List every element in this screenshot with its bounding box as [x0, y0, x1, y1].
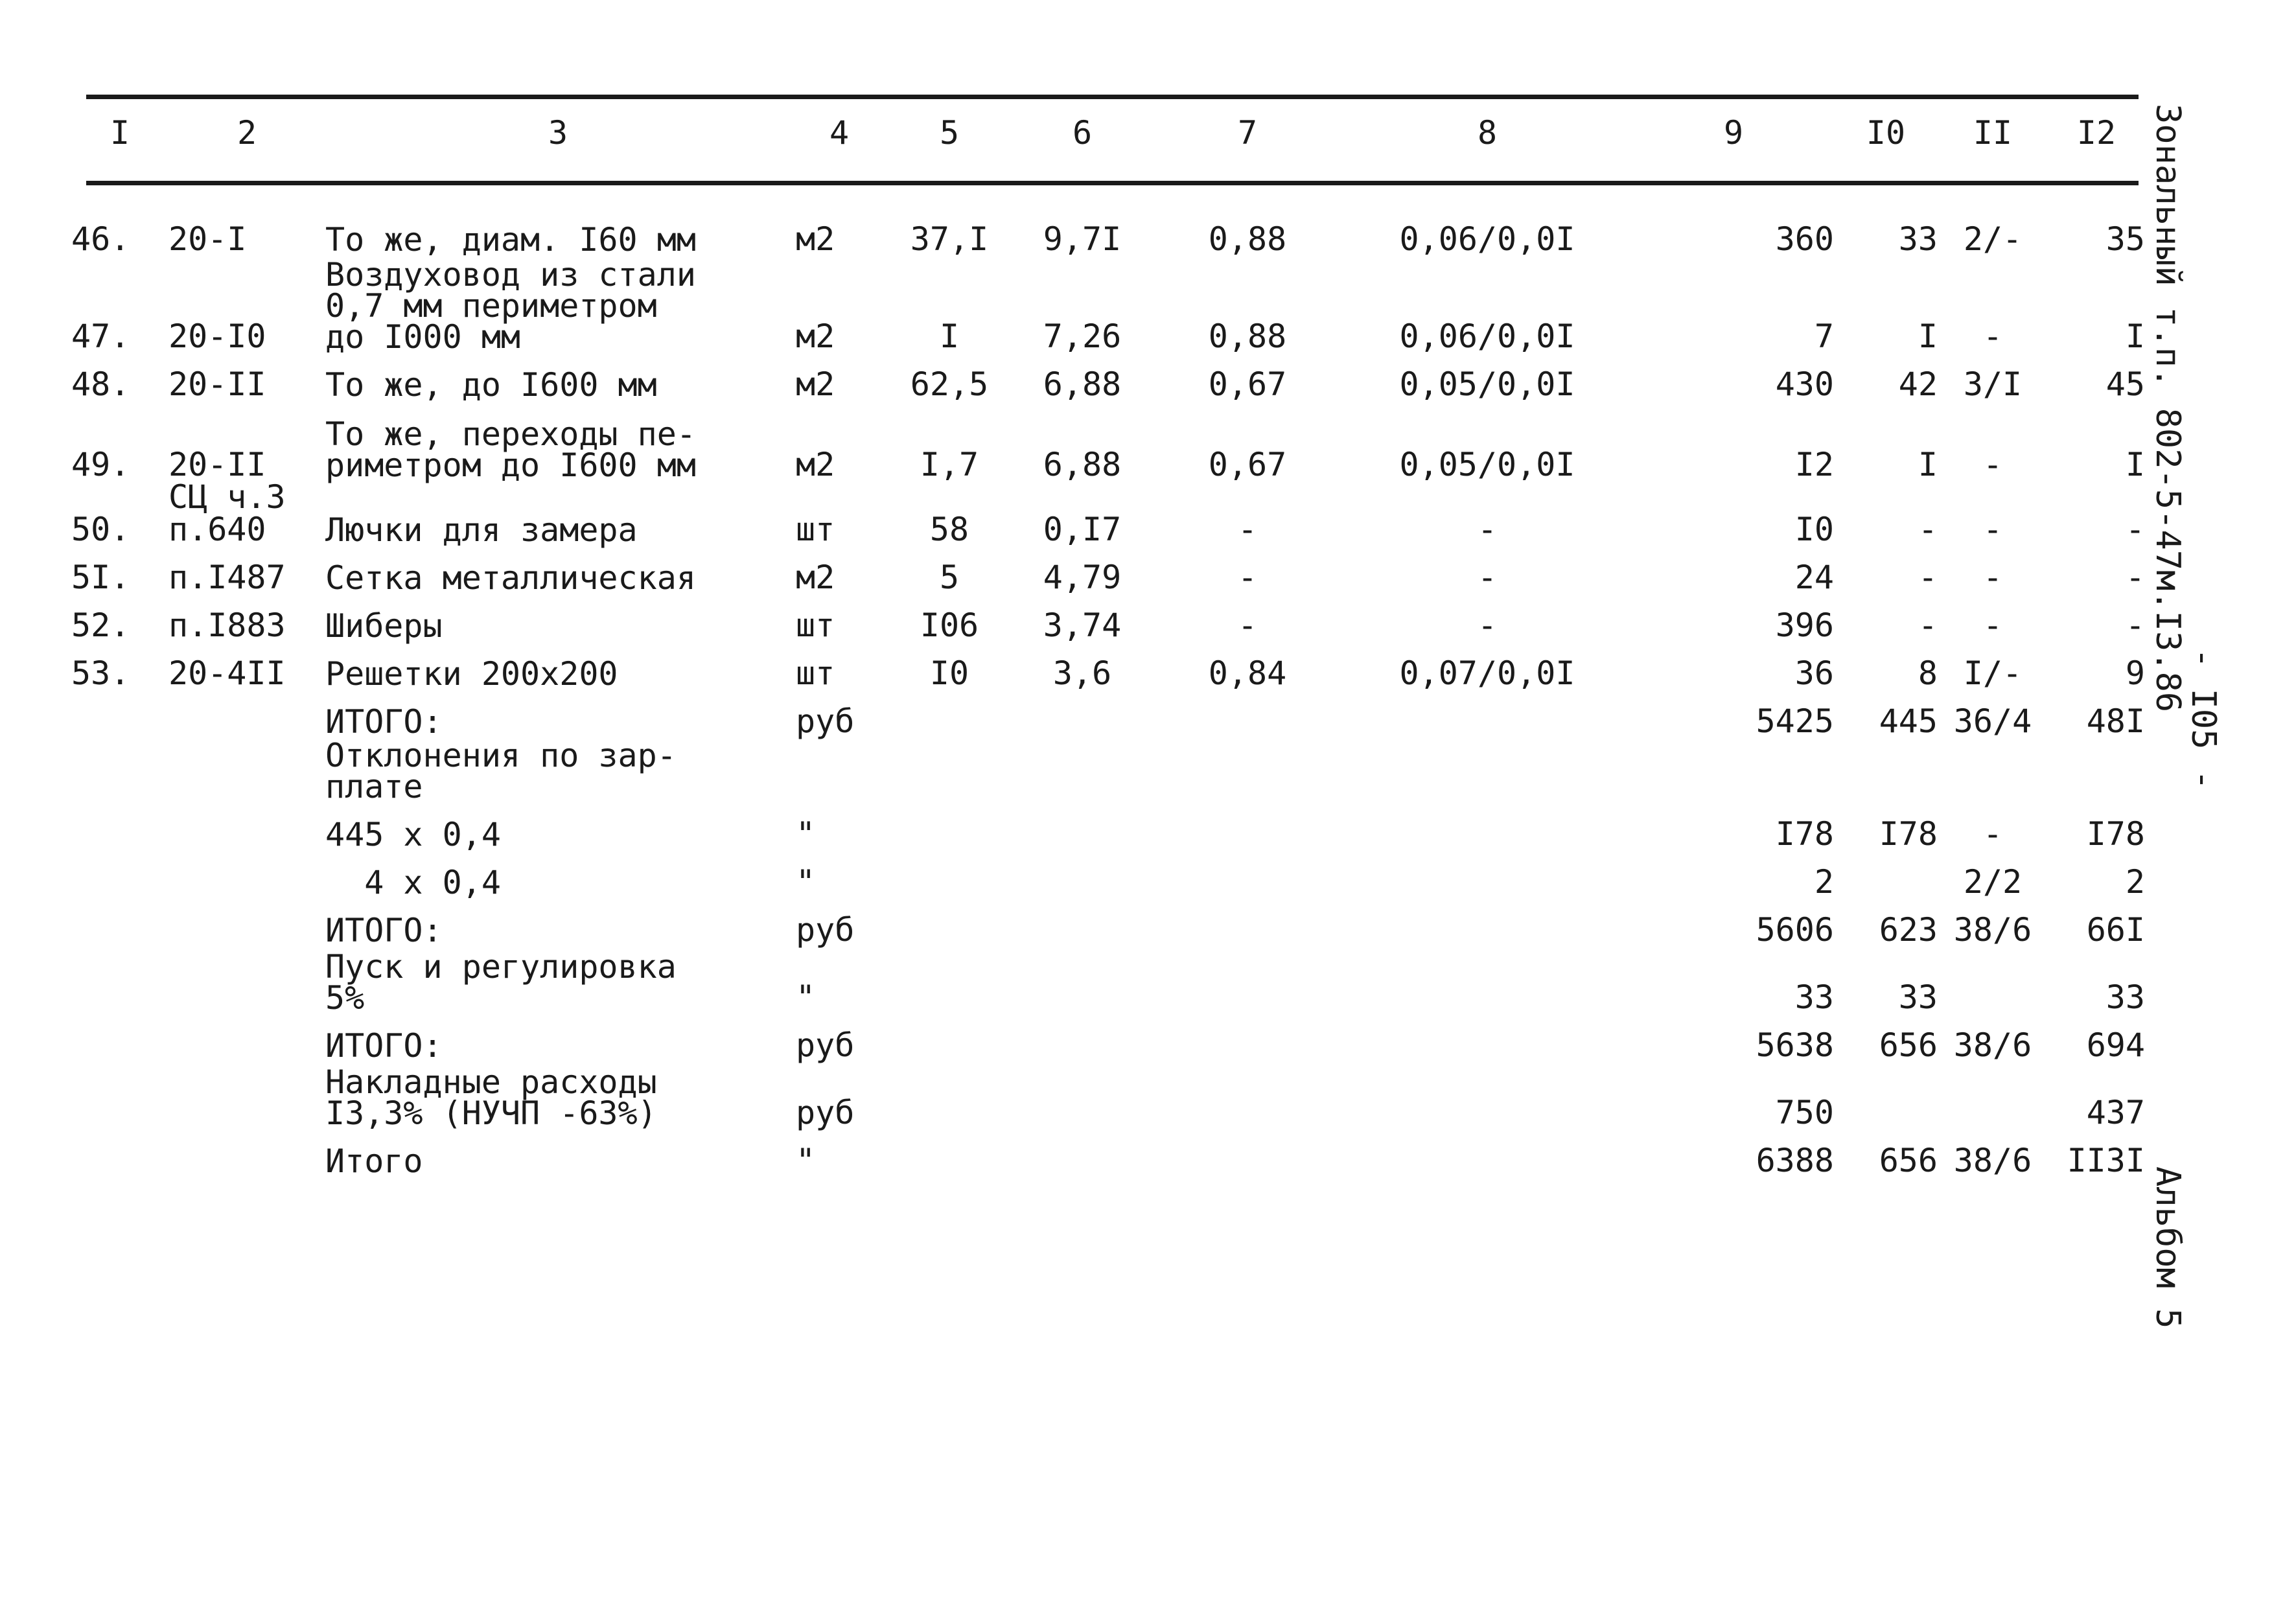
- total-wage: [1834, 737, 1938, 802]
- labor-total: II3I: [2067, 1142, 2145, 1179]
- wage-cost: 0,84: [1208, 654, 1287, 692]
- total-machine: I/-: [1963, 654, 2023, 692]
- unit-of-measure: ": [796, 1142, 816, 1179]
- col-header: 4: [829, 114, 850, 152]
- total-machine: 38/6: [1953, 1026, 2032, 1064]
- rate-code-line: п.I487: [168, 559, 286, 596]
- unit-of-measure: шт: [796, 607, 835, 644]
- total-cost: I78: [1775, 815, 1834, 853]
- table-row: [71, 898, 2145, 946]
- table-row: [71, 400, 2145, 481]
- description-line: ИТОГО:: [325, 1027, 443, 1065]
- unit-cost: [1011, 898, 1154, 946]
- machine-cost: [1341, 689, 1633, 737]
- description-line: Решетки 200х200: [325, 655, 618, 693]
- rate-code: [168, 689, 325, 737]
- row-number: [71, 1013, 168, 1061]
- labor-total: 48I: [2086, 702, 2145, 740]
- rate-code: [168, 1129, 325, 1177]
- description-line: ИТОГО:: [325, 703, 443, 741]
- rate-code-line: СЦ ч.3: [168, 478, 286, 516]
- rate-code-line: 20-II: [168, 365, 266, 403]
- estimate-table: [71, 106, 2145, 1180]
- rate-code: [168, 737, 325, 802]
- wage-cost: -: [1237, 511, 1258, 548]
- table-row: [71, 353, 2145, 400]
- rate-code: [168, 1061, 325, 1129]
- total-cost: 36: [1794, 654, 1834, 692]
- labor-total: 35: [2105, 220, 2145, 258]
- labor-total: I: [2125, 318, 2145, 355]
- machine-cost: [1341, 850, 1633, 898]
- table-row: [71, 481, 2145, 546]
- rate-code-line: 20-4II: [168, 654, 286, 692]
- unit-cost: 6,88: [1043, 365, 1122, 403]
- unit-cost: 4,79: [1043, 559, 1122, 596]
- description-line: Накладные расходы: [325, 1063, 657, 1101]
- quantity: 5: [939, 559, 960, 596]
- col-header: I: [110, 114, 130, 152]
- total-cost: 360: [1775, 220, 1834, 258]
- row-number: 52.: [71, 607, 130, 644]
- quantity: 62,5: [910, 365, 989, 403]
- wage-cost: 0,88: [1208, 318, 1287, 355]
- work-description: [325, 255, 791, 356]
- unit-cost: [1011, 689, 1154, 737]
- unit-cost: 3,74: [1043, 607, 1122, 644]
- table-top-rule: [86, 95, 2139, 99]
- row-number: 46.: [71, 220, 130, 258]
- work-description: [325, 689, 791, 741]
- work-description: [325, 642, 791, 693]
- total-machine: -: [1982, 607, 2003, 644]
- column-header-row: [71, 106, 2145, 159]
- table-row: [71, 594, 2145, 642]
- total-machine: [1938, 1061, 2048, 1129]
- labor-total: I78: [2086, 815, 2145, 853]
- labor-total: 694: [2086, 1026, 2145, 1064]
- description-line: плате: [325, 768, 423, 805]
- machine-cost: 0,05/0,0I: [1399, 365, 1575, 403]
- machine-cost: [1341, 1129, 1633, 1177]
- description-line: То же, диам. I60 мм: [325, 221, 696, 259]
- total-wage: 8: [1918, 654, 1938, 692]
- rate-code: [168, 1013, 325, 1061]
- total-cost: 750: [1775, 1094, 1834, 1131]
- wage-cost: -: [1237, 607, 1258, 644]
- total-wage: 33: [1898, 220, 1938, 258]
- total-machine: [1938, 737, 2048, 802]
- wage-cost: [1154, 802, 1341, 850]
- description-line: Сетка металлическая: [325, 559, 696, 597]
- unit-of-measure: руб: [796, 1026, 855, 1064]
- total-cost: 24: [1794, 559, 1834, 596]
- col-header: 5: [939, 114, 960, 152]
- header-spacer: [71, 159, 2145, 207]
- rate-code-line: п.I883: [168, 607, 286, 644]
- work-description: [325, 1129, 791, 1180]
- total-wage: [1834, 850, 1938, 898]
- quantity: [888, 689, 1011, 737]
- total-wage: 42: [1898, 365, 1938, 403]
- total-machine: 38/6: [1953, 911, 2032, 949]
- rate-code: [168, 642, 325, 692]
- labor-total: 2: [2125, 863, 2145, 901]
- work-description: [325, 481, 791, 549]
- total-cost: 5638: [1756, 1026, 1834, 1064]
- total-machine: 38/6: [1953, 1142, 2032, 1179]
- total-wage: [1834, 1061, 1938, 1129]
- wage-cost: [1154, 1013, 1341, 1061]
- row-number: 5I.: [71, 559, 130, 596]
- total-cost: I2: [1794, 446, 1834, 483]
- total-wage: 33: [1898, 978, 1938, 1016]
- machine-cost: [1341, 1013, 1633, 1061]
- description-line: То же, переходы пе-: [325, 415, 696, 453]
- unit-of-measure: руб: [796, 702, 855, 740]
- labor-total: -: [2125, 559, 2145, 596]
- work-description: [325, 898, 791, 949]
- quantity: [888, 898, 1011, 946]
- table-row: [71, 642, 2145, 689]
- quantity: [888, 1129, 1011, 1177]
- rate-code: [168, 898, 325, 946]
- row-number: [71, 1129, 168, 1177]
- labor-total: -: [2125, 607, 2145, 644]
- total-machine: -: [1982, 511, 2003, 548]
- rate-code: [168, 802, 325, 850]
- quantity: I: [939, 318, 960, 355]
- row-number: [71, 737, 168, 802]
- unit-of-measure: м2: [796, 559, 835, 596]
- unit-of-measure: м2: [796, 220, 835, 258]
- quantity: [888, 850, 1011, 898]
- unit-cost: [1011, 1061, 1154, 1129]
- unit-of-measure: руб: [796, 911, 855, 949]
- rate-code: [168, 850, 325, 898]
- description-line: Шиберы: [325, 607, 443, 645]
- description-line: риметром до I600 мм: [325, 446, 696, 484]
- total-wage: -: [1918, 559, 1938, 596]
- rate-code-line: 20-II: [168, 446, 266, 483]
- col-header: 8: [1477, 114, 1498, 152]
- description-line: Пуск и регулировка: [325, 948, 677, 986]
- total-machine: 2/-: [1963, 220, 2023, 258]
- quantity: [888, 946, 1011, 1013]
- machine-cost: 0,06/0,0I: [1399, 318, 1575, 355]
- unit-cost: 9,7I: [1043, 220, 1122, 258]
- work-description: [325, 802, 791, 853]
- table-row: [71, 946, 2145, 1013]
- unit-cost: [1011, 1129, 1154, 1177]
- description-line: I3,3% (НУЧП -63%): [325, 1094, 657, 1132]
- description-line: 445 х 0,4: [325, 816, 501, 853]
- wage-cost: 0,88: [1208, 220, 1287, 258]
- unit-of-measure: м2: [796, 446, 835, 483]
- machine-cost: 0,06/0,0I: [1399, 220, 1575, 258]
- wage-cost: -: [1237, 559, 1258, 596]
- description-line: ИТОГО:: [325, 912, 443, 949]
- row-number: [71, 850, 168, 898]
- rate-code-line: п.640: [168, 511, 266, 548]
- labor-total: I: [2125, 446, 2145, 483]
- quantity: [888, 1013, 1011, 1061]
- rate-code: [168, 400, 325, 481]
- machine-cost: [1341, 898, 1633, 946]
- work-description: [325, 1061, 791, 1132]
- total-machine: 2/2: [1963, 863, 2023, 901]
- table-row: [71, 1129, 2145, 1177]
- work-description: [325, 353, 791, 404]
- unit-cost: 3,6: [1052, 654, 1112, 692]
- labor-total: 45: [2105, 365, 2145, 403]
- total-wage: -: [1918, 511, 1938, 548]
- quantity: 58: [929, 511, 969, 548]
- wage-cost: [1154, 898, 1341, 946]
- rate-code: [168, 594, 325, 642]
- labor-total: 9: [2125, 654, 2145, 692]
- rate-code: [168, 946, 325, 1013]
- rate-code: [168, 546, 325, 594]
- total-cost: 5606: [1756, 911, 1834, 949]
- total-wage: I78: [1879, 815, 1938, 853]
- work-description: [325, 400, 791, 484]
- total-wage: 445: [1879, 702, 1938, 740]
- row-number: 50.: [71, 511, 130, 548]
- description-line: То же, до I600 мм: [325, 366, 657, 404]
- total-cost: 33: [1794, 978, 1834, 1016]
- machine-cost: [1341, 1061, 1633, 1129]
- quantity: I,7: [920, 446, 979, 483]
- machine-cost: 0,07/0,0I: [1399, 654, 1575, 692]
- total-machine: 36/4: [1953, 702, 2032, 740]
- total-cost: 396: [1775, 607, 1834, 644]
- description-line: 5%: [325, 979, 365, 1017]
- description-line: Лючки для замера: [325, 511, 638, 549]
- table-row: [71, 689, 2145, 737]
- col-header: 3: [548, 114, 568, 152]
- total-machine: -: [1982, 446, 2003, 483]
- quantity: [888, 737, 1011, 802]
- work-description: [325, 1013, 791, 1065]
- work-description: [325, 207, 791, 259]
- unit-of-measure: шт: [796, 654, 835, 692]
- table-row: [71, 207, 2145, 255]
- machine-cost: 0,05/0,0I: [1399, 446, 1575, 483]
- quantity: [888, 1061, 1011, 1129]
- page-number: - I05 -: [2184, 648, 2223, 791]
- unit-cost: 0,I7: [1043, 511, 1122, 548]
- work-description: [325, 546, 791, 597]
- total-machine: [1938, 946, 2048, 1013]
- unit-of-measure: м2: [796, 365, 835, 403]
- unit-cost: [1011, 946, 1154, 1013]
- series-label: Зональный т.п. 802-5-47м.I3.86: [2148, 104, 2187, 713]
- work-description: [325, 850, 791, 901]
- table-row: [71, 1013, 2145, 1061]
- total-machine: -: [1982, 559, 2003, 596]
- col-header: 2: [237, 114, 257, 152]
- machine-cost: [1341, 802, 1633, 850]
- wage-cost: [1154, 1061, 1341, 1129]
- quantity: I0: [929, 654, 969, 692]
- unit-cost: [1011, 737, 1154, 802]
- rate-code: [168, 207, 325, 258]
- album-label: Альбом 5: [2148, 1166, 2187, 1329]
- table-row: [71, 546, 2145, 594]
- labor-total: 437: [2086, 1094, 2145, 1131]
- unit-of-measure: руб: [796, 1094, 855, 1131]
- work-description: [325, 594, 791, 645]
- table-row: [71, 802, 2145, 850]
- row-number: 48.: [71, 365, 130, 403]
- row-number: [71, 802, 168, 850]
- row-number: [71, 946, 168, 1013]
- wage-cost: [1154, 737, 1341, 802]
- work-description: [325, 946, 791, 1017]
- col-header: 9: [1723, 114, 1744, 152]
- rate-code: [168, 255, 325, 353]
- total-machine: -: [1982, 815, 2003, 853]
- total-wage: I: [1918, 446, 1938, 483]
- rate-code-line: 20-I0: [168, 318, 266, 355]
- labor-total: 33: [2105, 978, 2145, 1016]
- total-cost: 430: [1775, 365, 1834, 403]
- quantity: [888, 802, 1011, 850]
- work-description: [325, 737, 791, 805]
- unit-of-measure: [791, 737, 888, 802]
- quantity: 37,I: [910, 220, 989, 258]
- total-cost: 7: [1814, 318, 1834, 355]
- unit-cost: [1011, 802, 1154, 850]
- row-number: 53.: [71, 654, 130, 692]
- machine-cost: -: [1477, 607, 1498, 644]
- description-line: 0,7 мм периметром: [325, 287, 657, 325]
- table-row: [71, 737, 2145, 802]
- row-number: 49.: [71, 446, 130, 483]
- rate-code: [168, 478, 325, 548]
- unit-cost: 6,88: [1043, 446, 1122, 483]
- wage-cost: [1154, 946, 1341, 1013]
- table-row: [71, 1061, 2145, 1129]
- total-wage: 623: [1879, 911, 1938, 949]
- row-number: [71, 898, 168, 946]
- total-cost: [1633, 737, 1834, 802]
- unit-of-measure: ": [796, 978, 816, 1016]
- wage-cost: 0,67: [1208, 446, 1287, 483]
- row-number: 47.: [71, 318, 130, 355]
- description-line: Воздуховод из стали: [325, 256, 696, 294]
- total-cost: 2: [1814, 863, 1834, 901]
- unit-cost: [1011, 1013, 1154, 1061]
- description-line: до I000 мм: [325, 318, 521, 356]
- labor-total: -: [2125, 511, 2145, 548]
- unit-of-measure: шт: [796, 511, 835, 548]
- wage-cost: [1154, 1129, 1341, 1177]
- unit-of-measure: м2: [796, 318, 835, 355]
- col-header: 6: [1072, 114, 1093, 152]
- machine-cost: -: [1477, 511, 1498, 548]
- col-header: II: [1973, 114, 2013, 152]
- col-header: I0: [1866, 114, 1906, 152]
- rate-code: [168, 353, 325, 403]
- row-number: [71, 689, 168, 737]
- total-wage: I: [1918, 318, 1938, 355]
- col-header: I2: [2076, 114, 2116, 152]
- total-wage: -: [1918, 607, 1938, 644]
- total-wage: 656: [1879, 1026, 1938, 1064]
- unit-of-measure: ": [796, 815, 816, 853]
- description-line: Итого: [325, 1142, 423, 1180]
- unit-cost: 7,26: [1043, 318, 1122, 355]
- labor-total: 66I: [2086, 911, 2145, 949]
- machine-cost: [1341, 946, 1633, 1013]
- table-body: [71, 159, 2145, 1180]
- machine-cost: [1341, 737, 1633, 802]
- row-number: [71, 1061, 168, 1129]
- description-line: 4 х 0,4: [325, 864, 501, 901]
- total-cost: I0: [1794, 511, 1834, 548]
- wage-cost: 0,67: [1208, 365, 1287, 403]
- unit-cost: [1011, 850, 1154, 898]
- total-cost: 5425: [1756, 702, 1834, 740]
- unit-of-measure: ": [796, 863, 816, 901]
- table-row: [71, 255, 2145, 353]
- total-machine: 3/I: [1963, 365, 2023, 403]
- total-wage: 656: [1879, 1142, 1938, 1179]
- quantity: I06: [920, 607, 979, 644]
- wage-cost: [1154, 850, 1341, 898]
- total-machine: -: [1982, 318, 2003, 355]
- col-header: 7: [1237, 114, 1258, 152]
- machine-cost: -: [1477, 559, 1498, 596]
- table-row: [71, 850, 2145, 898]
- description-line: Отклонения по зар-: [325, 737, 677, 774]
- total-cost: 6388: [1756, 1142, 1834, 1179]
- wage-cost: [1154, 689, 1341, 737]
- labor-total: [2048, 737, 2145, 802]
- rate-code-line: 20-I: [168, 220, 247, 258]
